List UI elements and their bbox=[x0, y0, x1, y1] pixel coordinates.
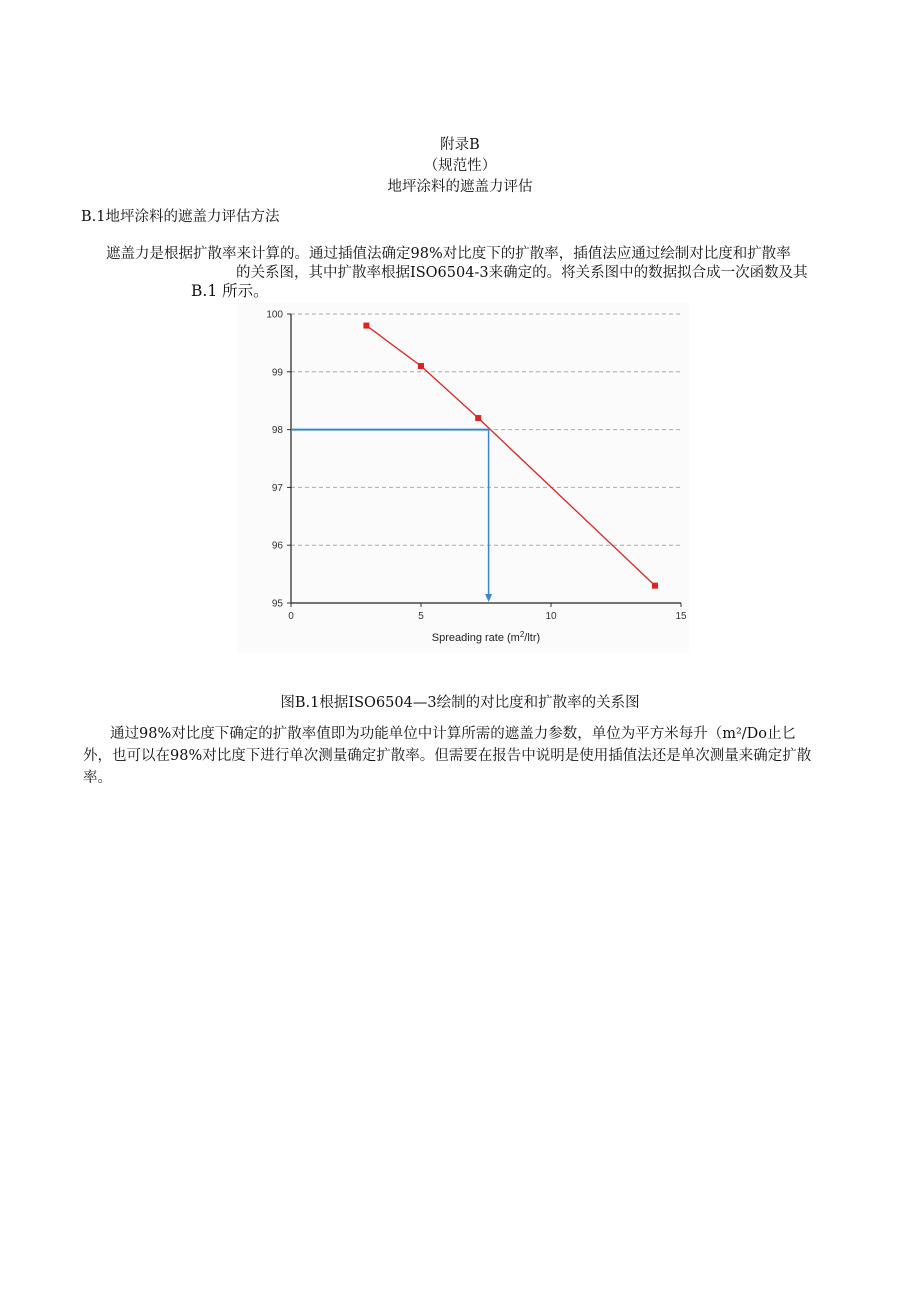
y-tick-label: 96 bbox=[271, 540, 283, 552]
y-tick-label: 100 bbox=[266, 309, 283, 321]
figure-caption: 图B.1根据ISO6504—3绘制的对比度和扩散率的关系图 bbox=[280, 695, 640, 711]
paragraph2-line2: 外，也可以在98%对比度下进行单次测量确定扩散率。但需要在报告中说明是使用插值法还是单次测量来确定扩散 bbox=[83, 748, 812, 764]
paragraph1-line1: 遮盖力是根据扩散率来计算的。通过插值法确定98%对比度下的扩散率，插值法应通过绘制对比度和扩散率 bbox=[106, 246, 791, 262]
data-point bbox=[363, 323, 369, 329]
appendix-type: （规范性） bbox=[423, 158, 497, 174]
data-point bbox=[418, 363, 424, 369]
x-axis-label: Spreading rate $(m^2/ltr)$ bbox=[431, 630, 541, 644]
appendix-title: 地坪涂料的遮盖力评估 bbox=[387, 179, 533, 195]
x-tick-label: 10 bbox=[545, 611, 557, 622]
data-point bbox=[475, 415, 481, 421]
y-tick-label: 99 bbox=[271, 367, 283, 379]
y-tick-label: 95 bbox=[271, 598, 283, 610]
paragraph1-line3: B.1 所示。 bbox=[191, 282, 269, 300]
data-point bbox=[652, 583, 658, 589]
paragraph2-line3: 率。 bbox=[83, 770, 112, 786]
paragraph1-line2: 的关系图，其中扩散率根据ISO6504-3来确定的。将关系图中的数据拟合成一次函数及其 bbox=[236, 265, 808, 281]
chart-figure bbox=[237, 303, 689, 653]
x-tick-label: 0 bbox=[288, 611, 294, 622]
chart-svg bbox=[237, 303, 689, 653]
chart-background bbox=[237, 303, 689, 653]
paragraph2-line1: 通过98%对比度下确定的扩散率值即为功能单位中计算所需的遮盖力参数，单位为平方米每升（m²/Do止匕 bbox=[110, 726, 797, 742]
x-tick-label: 5 bbox=[418, 611, 424, 622]
x-tick-label: 15 bbox=[675, 611, 687, 622]
section-heading: B.1地坪涂料的遮盖力评估方法 bbox=[81, 209, 280, 225]
y-tick-label: 98 bbox=[271, 425, 283, 437]
y-tick-label: 97 bbox=[271, 482, 283, 494]
appendix-label: 附录B bbox=[440, 137, 480, 153]
